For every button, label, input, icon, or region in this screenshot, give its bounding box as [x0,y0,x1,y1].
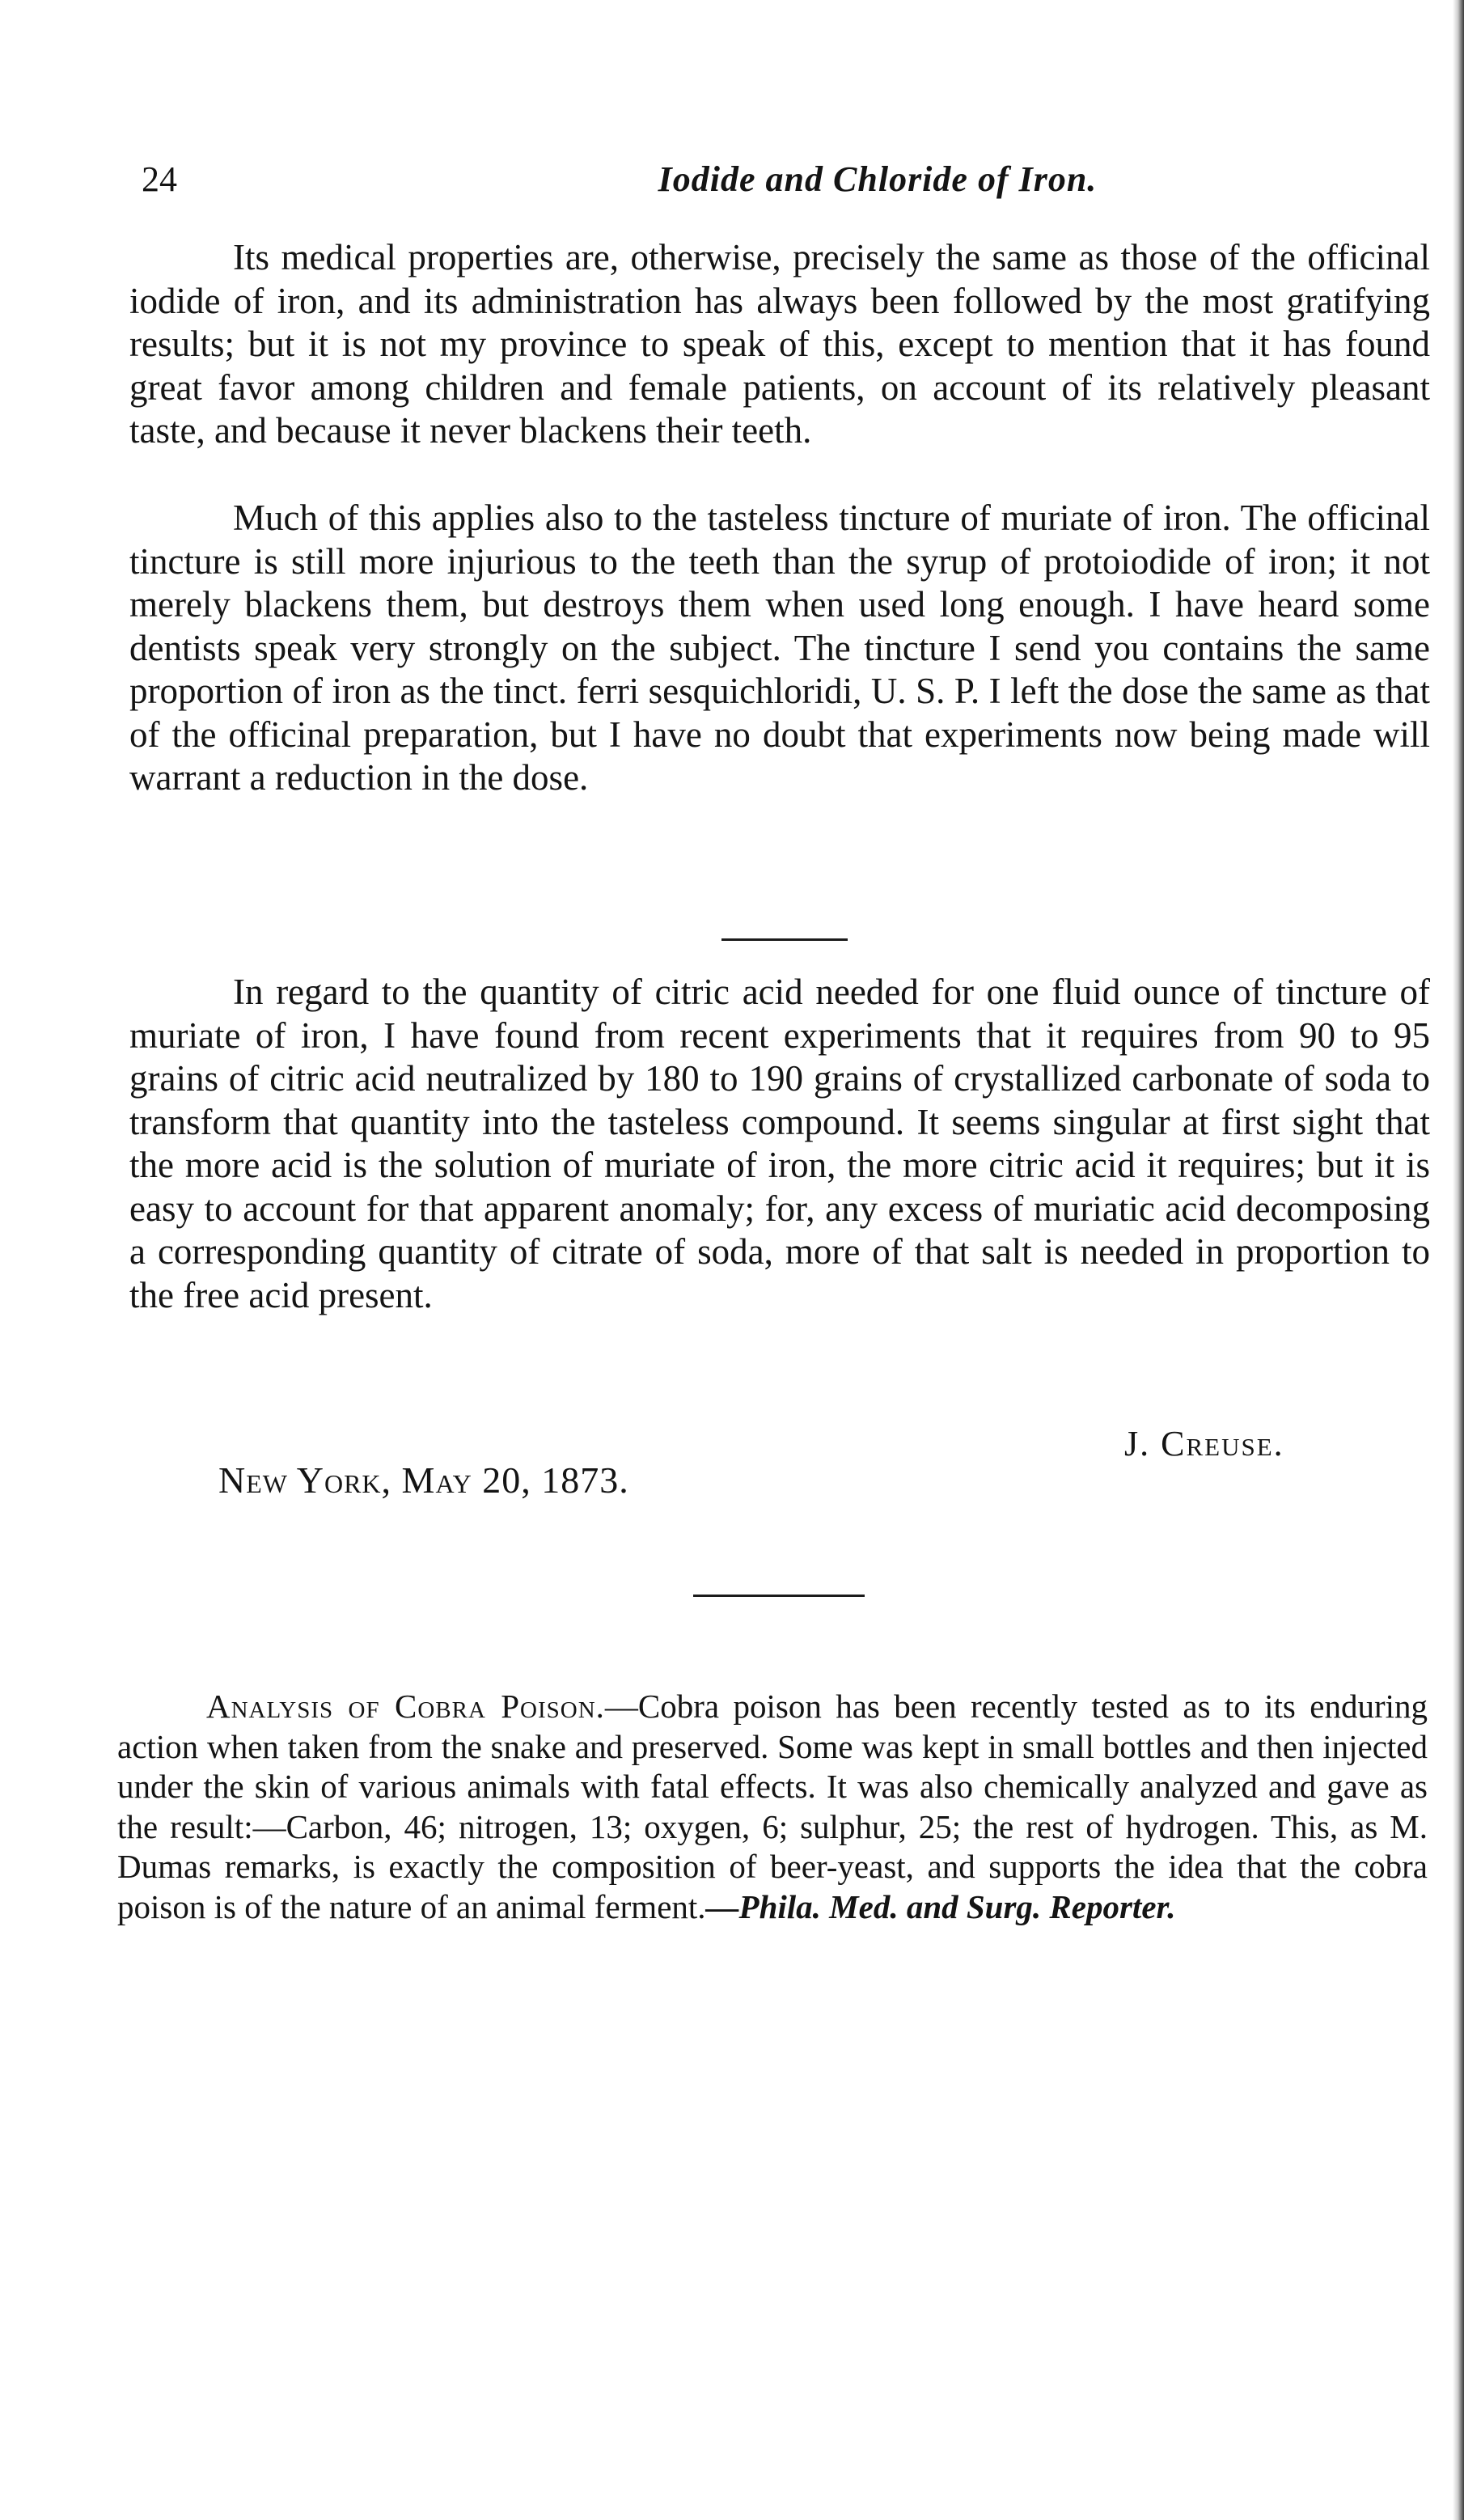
paragraph-tasteless-tincture [129,497,1430,800]
paragraph-citric-acid [129,971,1430,1317]
page-header [142,155,1436,212]
section-divider [721,938,848,941]
cobra-poison-note [117,1687,1428,1927]
note-paragraph [117,1687,1428,1927]
note-heading: Analysis of Cobra Poison. [206,1688,605,1725]
section-divider [693,1595,865,1597]
note-source: —Phila. Med. and Surg. Reporter. [705,1887,1176,1925]
author-signature: J. Creuse. [1124,1424,1284,1463]
paragraph-text: Much of this applies also to the tasteless tincture of muriate of iron. The officinal tincture is still more injurious to the teeth than the syrup of protoiodide of iron; it not merely blackens them, but destroys them when used long enough. I have heard some dentists speak very strongly on the subject. The tincture I send you contains the same proportion of iron as the tinct. ferri sesquichloridi, U. S. P. I left the dose the same as that of the officinal preparation, but I have no doubt that experiments now being made will warrant a reduction in the dose. [129,498,1430,798]
paragraph-medical-properties [129,236,1430,453]
paragraph-text: In regard to the quantity of citric acid needed for one fluid ounce of tincture of muriate of iron, I have found from recent experiments that it requires from 90 to 95 grains of citric acid neutralized by 180 to 190 grains of crystallized carbonate of soda to transform that quantity into the tasteless compound. It seems singular at first sight that the more acid is the solution of muriate of iron, the more citric acid it requires; but it is easy to account for that apparent anomaly; for, any excess of muriatic acid decomposing a corresponding quantity of citrate of soda, more of that salt is needed in proportion to the free acid present. [129,972,1430,1315]
running-title: Iodide and Chloride of Iron. [658,159,1098,199]
note-text: —Cobra poison has been recently tested as to its enduring action when taken from the snake and preserved. Some was kept in small bottles and then injected under the skin of various animals with fatal effects. It was also chemically analyzed and gave as the result:—Carbon, 46; nitrogen, 13; oxygen, 6; sulphur, 25; the rest of hydrogen. This, as M. Dumas remarks, is exactly the composition of beer-yeast, and supports the idea that the cobra poison is of the nature of an animal ferment. [117,1688,1428,1925]
paragraph-text: Its medical properties are, otherwise, precisely the same as those of the officinal iodide of iron, and its administration has always been followed by the most gratifying results; but it is not my province to speak of this, except to mention that it has found great favor among children and female patients, on account of its relatively pleasant taste, and because it never blackens their teeth. [129,237,1430,451]
binding-edge [1453,0,1464,2520]
page-number: 24 [142,159,177,199]
dateline: New York, May 20, 1873. [218,1459,629,1501]
